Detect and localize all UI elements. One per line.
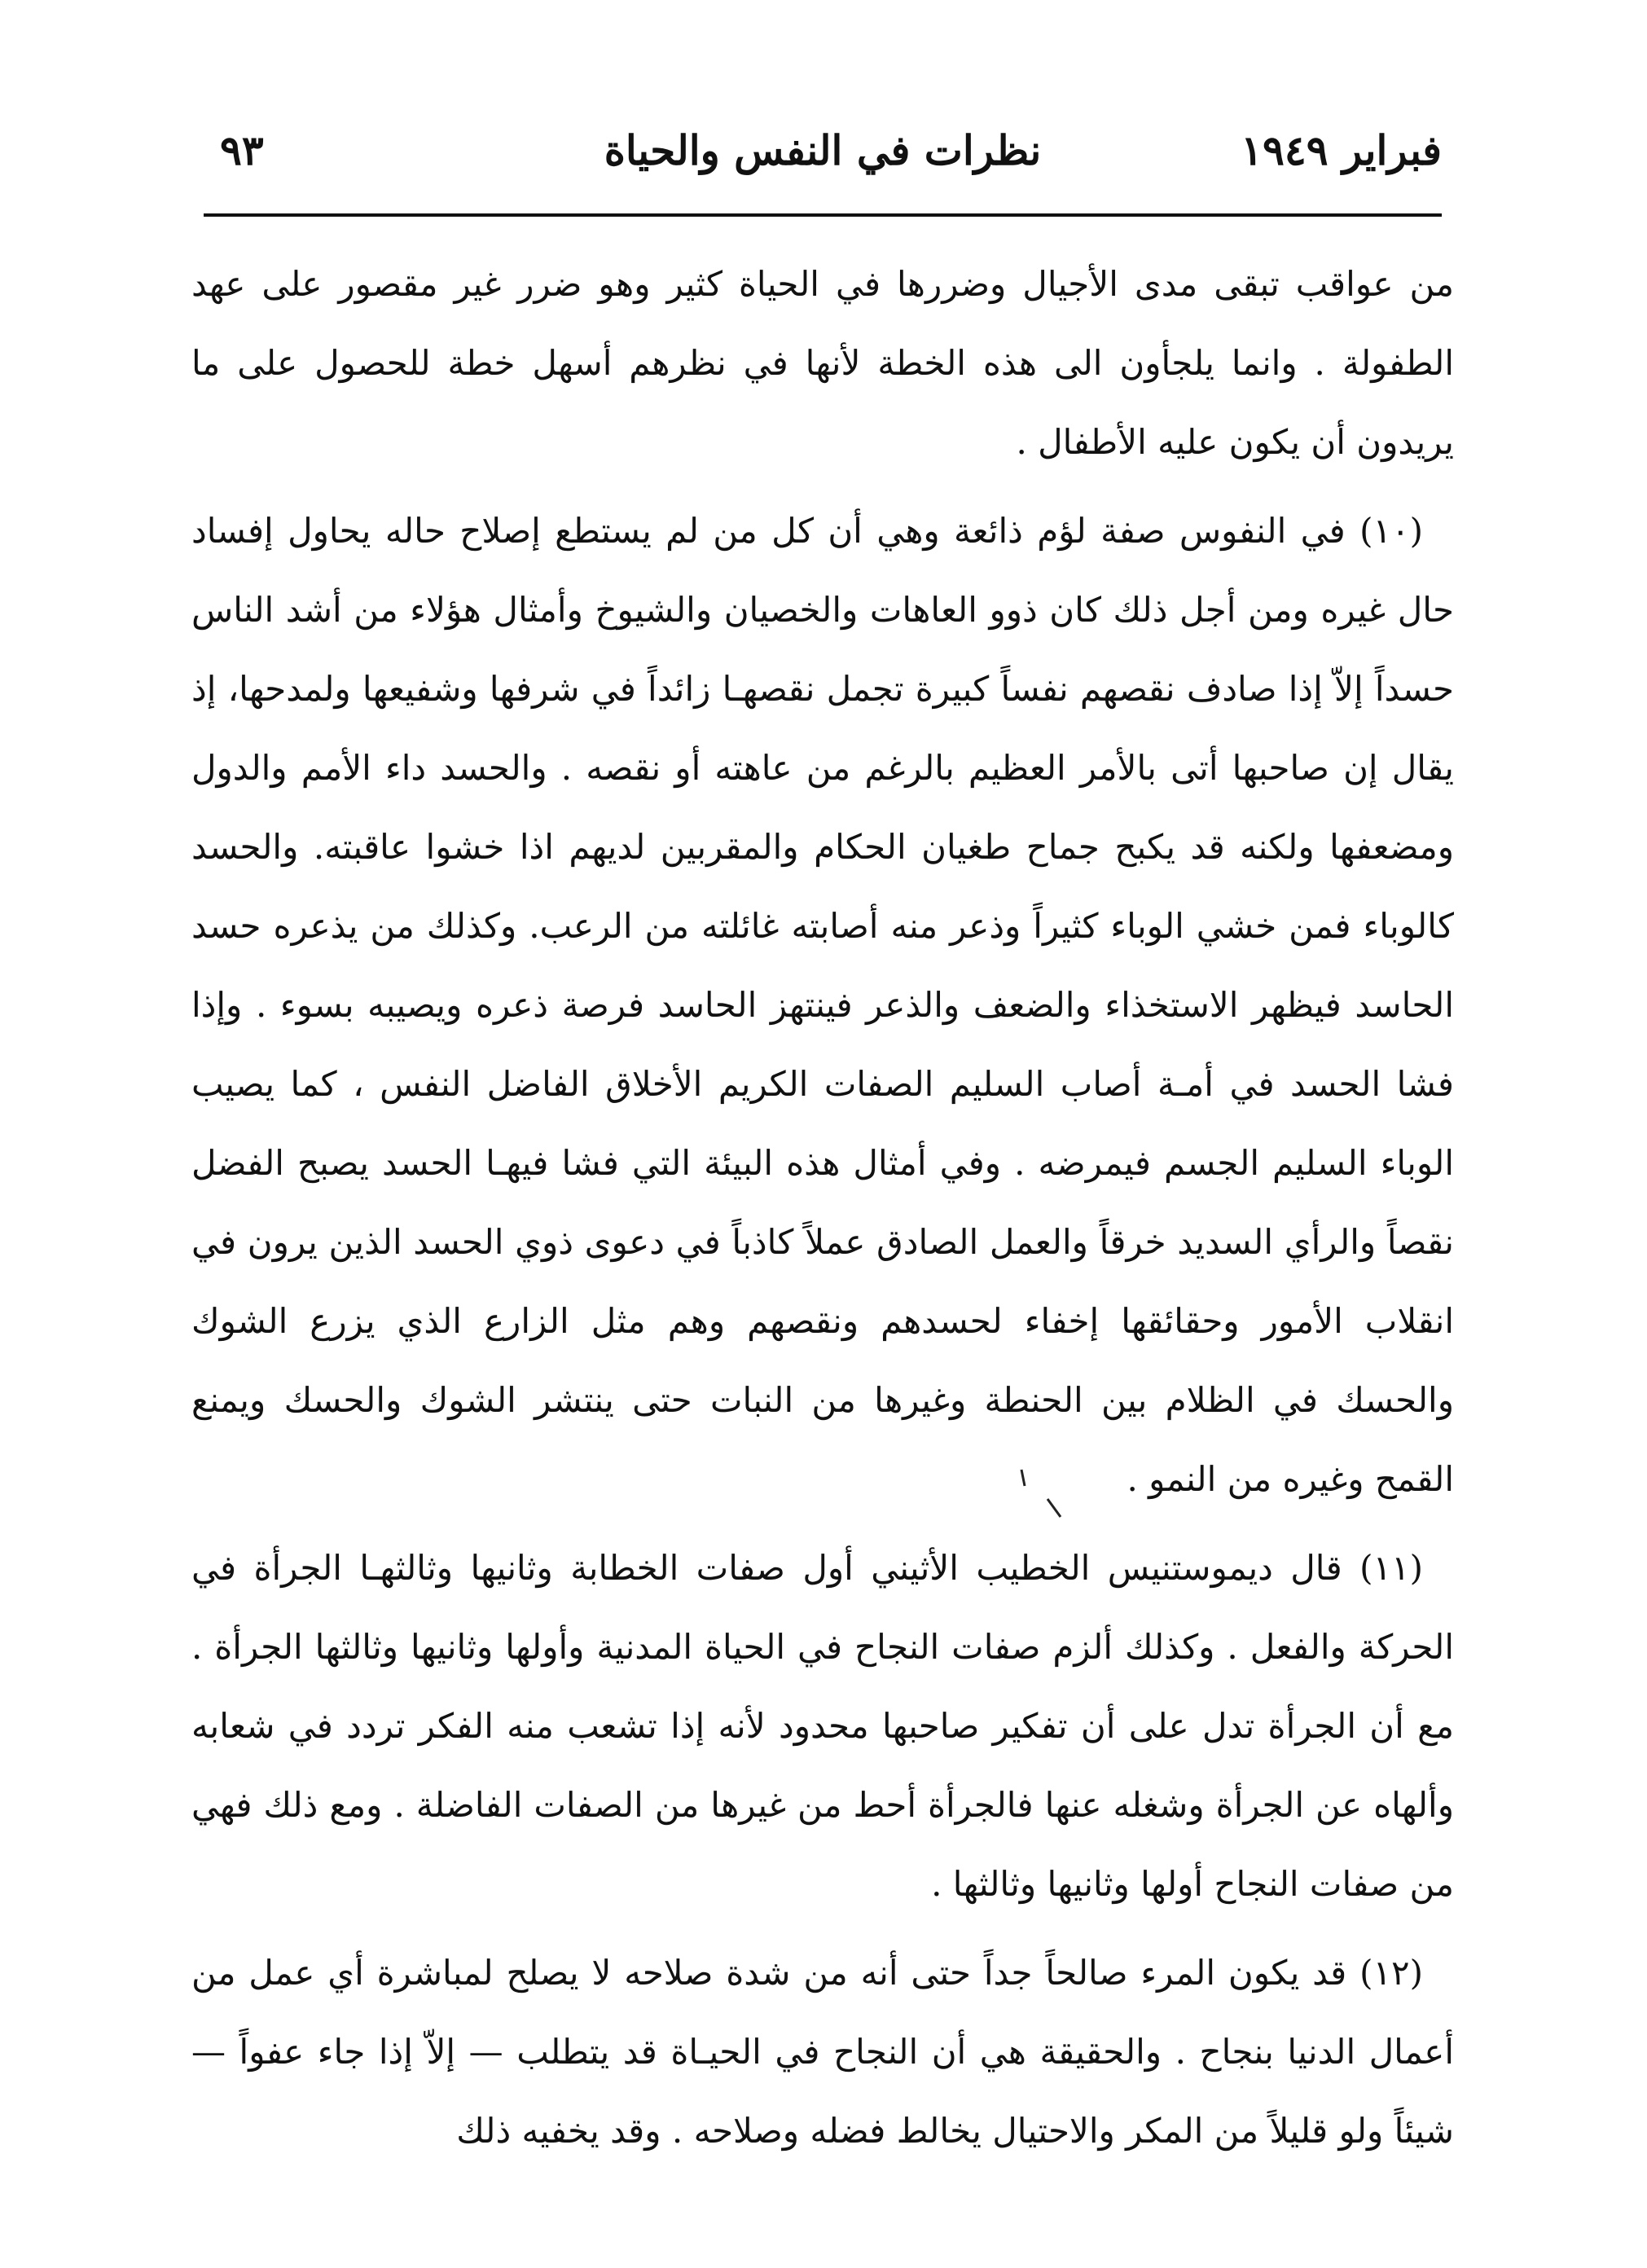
header-title: نظرات في النفس والحياة	[604, 126, 1042, 174]
header-rule	[204, 213, 1442, 217]
header-date: فبراير ١٩٤٩	[1241, 126, 1442, 174]
stray-mark-right	[1047, 1499, 1061, 1517]
page-number: ٩٣	[220, 126, 264, 174]
stray-pen-marks	[1018, 1466, 1067, 1523]
paragraph-12: (١٢) قد يكون المرء صالحاً جداً حتى أنه من شدة صلاحه لا يصلح لمباشرة أي عمل من أعمال الدنيا بنجاح . والحقيقة هي أن النجاح في الحيـاة قد يتطلب — إلاّ إذا جاء عفواً — شيئاً ولو قليلاً من المكر والاحتيال يخالط فضله وصلاحه . وقد يخفيه ذلك	[191, 1953, 1454, 2151]
page-header	[204, 114, 1442, 187]
paragraph-11: (١١) قال ديموستنيس الخطيب الأثيني أول صفات الخطابة وثانيها وثالثهـا الجرأة في الحركة والفعل . وكذلك ألزم صفات النجاح في الحياة المدنية وأولها وثانيها وثالثها الجرأة . مع أن الجرأة تدل على أن تفكير صاحبها محدود لأنه إذا تشعب منه الفكر تردد في شعابه وألهاه عن الجرأة وشغله عنها فالجرأة أحط من غيرها من الصفات الفاضلة . ومع ذلك فهي من صفات النجاح أولها وثانيها وثالثها .	[191, 1548, 1454, 1904]
page-body	[191, 244, 1454, 2180]
paragraph-continuation: من عواقب تبقى مدى الأجيال وضررها في الحياة كثير وهو ضرر غير مقصور على عهد الطفولة . وانما يلجأون الى هذه الخطة لأنها في نظرهم أسهل خطة للحصول على ما يريدون أن يكون عليه الأطفال .	[191, 264, 1454, 462]
stray-mark-left	[1021, 1470, 1025, 1486]
paragraph-10: (١٠) في النفوس صفة لؤم ذائعة وهي أن كل من لم يستطع إصلاح حاله يحاول إفساد حال غيره ومن أجل ذلك كان ذوو العاهات والخصيان والشيوخ وأمثال هؤلاء من أشد الناس حسداً إلاّ إذا صادف نقصهم نفساً كبيرة تجمل نقصهـا زائداً في شرفها وشفيعها ولمدحها، إذ يقال إن صاحبها أتى بالأمر العظيم بالرغم من عاهته أو نقصه . والحسد داء الأمم والدول ومضعفها ولكنه قد يكبح جماح طغيان الحكام والمقربين لديهم اذا خشوا عاقبته. والحسد كالوباء فمن خشي الوباء كثيراً وذعر منه أصابته غائلته من الرعب. وكذلك من يذعره حسد الحاسد فيظهر الاستخذاء والضعف والذعر فينتهز الحاسد فرصة ذعره ويصيبه بسوء . وإذا فشا الحسد في أمـة أصاب السليم الصفات الكريم الأخلاق الفاضل النفس ، كما يصيب الوباء السليم الجسم فيمرضه . وفي أمثال هذه البيئة التي فشا فيهـا الحسد يصبح الفضل نقصاً والرأي السديد خرقاً والعمل الصادق عملاً كاذباً في دعوى ذوي الحسد الذين يرون في انقلاب الأمور وحقائقها إخفاء لحسدهم ونقصهم وهم مثل الزارع الذي يزرع الشوك والحسك في الظلام بين الحنطة وغيرها من النبات حتى ينتشر الشوك والحسك ويمنع القمح وغيره من النمو .	[191, 511, 1454, 1499]
